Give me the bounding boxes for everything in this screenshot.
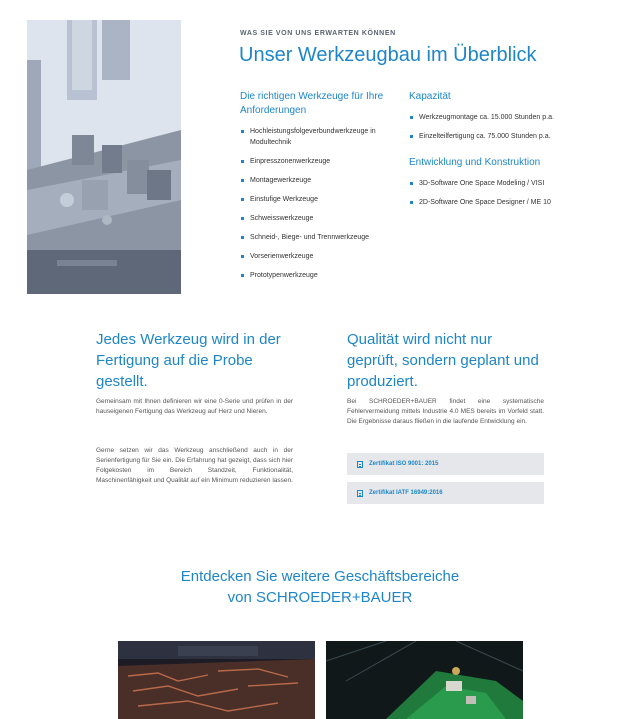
capacity-list <box>409 112 609 142</box>
tools-heading: Die richtigen Werkzeuge für Ihre Anforderungen <box>240 91 384 116</box>
quality-heading: Qualität wird nicht nur geprüft, sondern geplant und produziert. <box>347 331 539 390</box>
list-item: Einzelteilfertigung ca. 75.000 Stunden p.a. <box>409 131 609 142</box>
tools-column <box>240 90 400 289</box>
discover-heading <box>0 566 640 608</box>
list-item: Einstufige Werkzeuge <box>240 194 400 205</box>
development-heading: Entwicklung und Konstruktion <box>409 157 541 168</box>
document-icon <box>357 461 363 468</box>
testing-heading: Jedes Werkzeug wird in der Fertigung auf die Probe gestellt. <box>96 331 281 390</box>
list-item: 2D-Software One Space Designer / ME 10 <box>409 197 609 208</box>
list-item: Vorserienwerkzeuge <box>240 251 400 262</box>
business-area-card-stamping[interactable] <box>118 641 315 719</box>
list-item: Montagewerkzeuge <box>240 175 400 186</box>
certificate-label: Zertifikat IATF 16949:2016 <box>369 490 443 496</box>
list-item: Werkzeugmontage ca. 15.000 Stunden p.a. <box>409 112 609 123</box>
capacity-column <box>409 90 609 216</box>
document-icon <box>357 490 363 497</box>
list-item: Prototypenwerkzeuge <box>240 270 400 281</box>
section-eyebrow: WAS SIE VON UNS ERWARTEN KÖNNEN <box>240 30 396 37</box>
testing-paragraph-2: Gerne setzen wir das Werkzeug anschließend auch in der Serienfertigung für Sie ein. Die Erfahrung hat gezeigt, dass sich hier Folgekosten im Bereich Standzeit, Funktionalität, Maschinenfähigkeit und Qualität auf ein Minimum reduzieren lassen. <box>96 447 293 484</box>
development-list <box>409 178 609 208</box>
certificate-iso-9001-link[interactable] <box>347 453 544 475</box>
discover-line-2: von SCHROEDER+BAUER <box>227 589 413 606</box>
certificate-iatf-16949-link[interactable] <box>347 482 544 504</box>
quality-paragraph: Bei SCHROEDER+BAUER findet eine systematische Fehlervermeidung mittels Industrie 4.0 MES bereits im Vorfeld statt. Die Ergebnisse daraus fließen in die laufende Entwicklung ein. <box>347 398 544 425</box>
list-item: Hochleistungsfolgeverbundwerkzeuge in Modultechnik <box>240 126 400 148</box>
list-item: 3D-Software One Space Modeling / VISI <box>409 178 609 189</box>
toolmaking-hero-image <box>27 20 181 294</box>
list-item: Einpresszonenwerkzeuge <box>240 156 400 167</box>
list-item: Schneid-, Biege- und Trennwerkzeuge <box>240 232 400 243</box>
certificate-label: Zertifikat ISO 9001: 2015 <box>369 461 439 467</box>
capacity-heading: Kapazität <box>409 91 451 102</box>
list-item: Schweisswerkzeuge <box>240 213 400 224</box>
business-area-card-electronics[interactable] <box>326 641 523 719</box>
tools-list <box>240 126 400 281</box>
page-title: Unser Werkzeugbau im Überblick <box>239 44 537 66</box>
testing-paragraph-1: Gemeinsam mit Ihnen definieren wir eine 0-Serie und prüfen in der hauseigenen Fertigung das Werkzeug auf Herz und Nieren. <box>96 398 293 415</box>
discover-line-1: Entdecken Sie weitere Geschäftsbereiche <box>180 568 460 585</box>
